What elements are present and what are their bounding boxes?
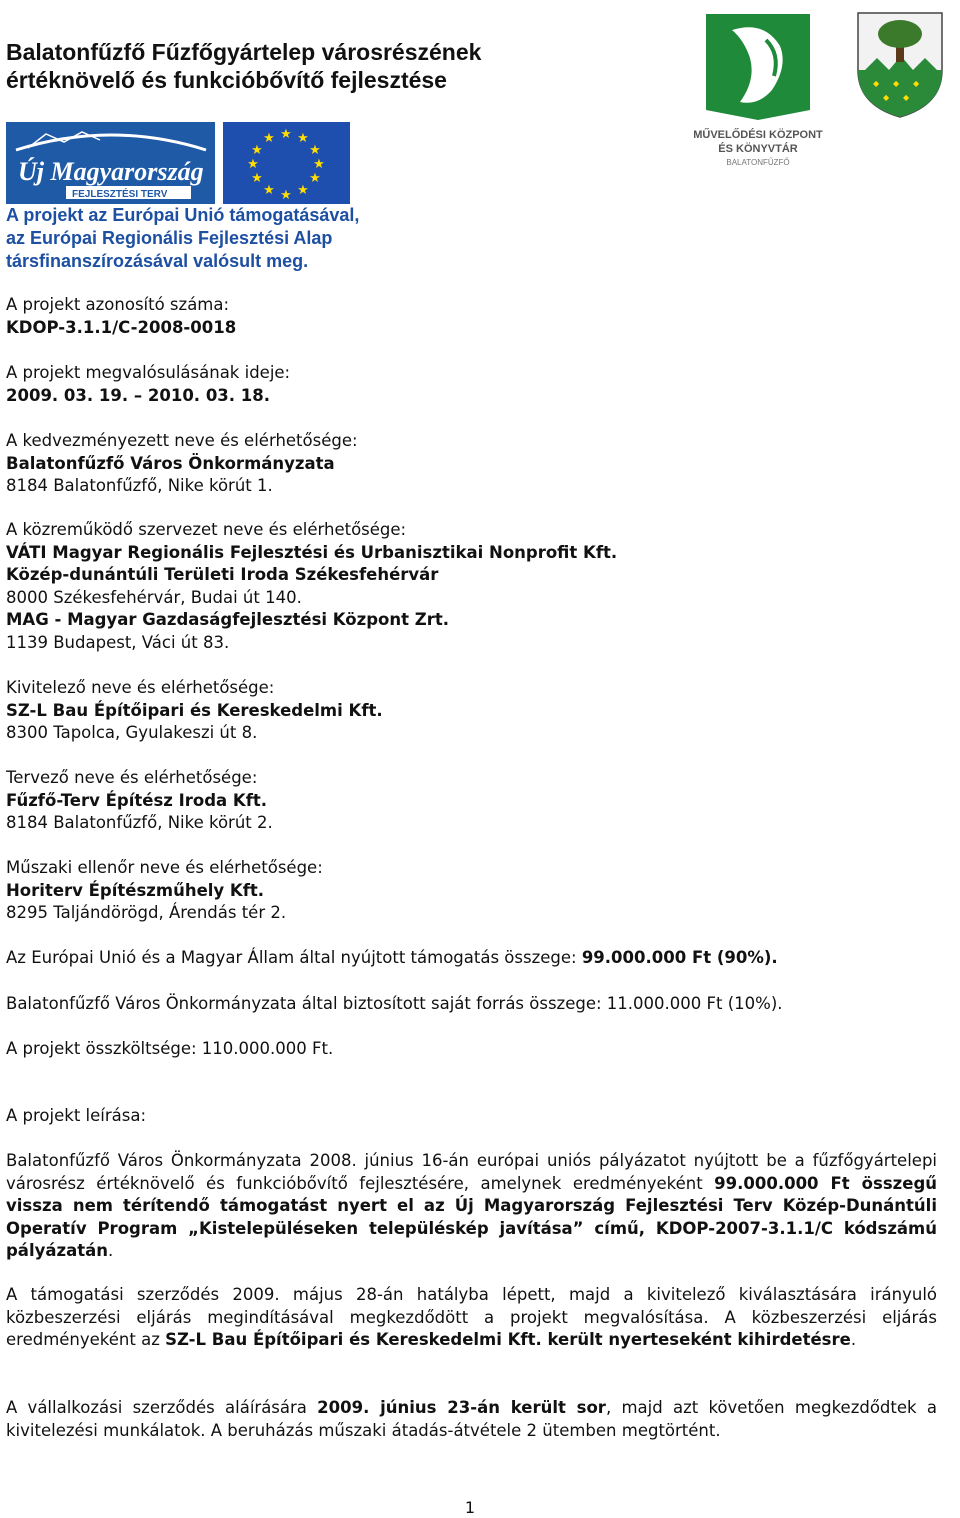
description-p3-bold: 2009. június 23-án került sor [317, 1398, 606, 1417]
description-p1-end: . [108, 1241, 114, 1260]
intermediary-name-2: Közép-dunántúli Területi Iroda Székesfehérvár [6, 565, 439, 584]
project-period-value: 2009. 03. 19. – 2010. 03. 18. [6, 385, 271, 405]
eu-funding-amount: 99.000.000 Ft (90%). [581, 948, 778, 967]
muvelodesi-kozpont-graphic [684, 10, 832, 170]
designer-address: 8184 Balatonfűzfő, Nike körút 2. [6, 813, 273, 832]
document-title [6, 38, 606, 94]
project-id-label: A projekt azonosító száma: [6, 295, 230, 314]
intermediary-address-2: 1139 Budapest, Váci út 83. [6, 632, 230, 652]
inspector-name: Horiterv Építészműhely Kft. [6, 880, 265, 900]
beneficiary-name: Balatonfűzfő Város Önkormányzata [6, 453, 335, 473]
inspector-address: 8295 Taljándörögd, Árendás tér 2. [6, 903, 287, 922]
project-period-label: A projekt megvalósulásának ideje: [6, 363, 291, 382]
svg-text:◆: ◆ [883, 93, 890, 102]
description-label: A projekt leírása: [6, 1106, 147, 1125]
beneficiary-label: A kedvezményezett neve és elérhetősége: [6, 431, 358, 450]
svg-text:★: ★ [280, 127, 292, 142]
svg-text:◆: ◆ [903, 93, 910, 102]
svg-text:★: ★ [280, 188, 292, 203]
support-line-1: A projekt az Európai Unió támogatásával, [6, 205, 360, 225]
muv-logo-line2: ÉS KÖNYVTÁR [718, 143, 798, 155]
title-line-1: Balatonfűzfő Fűzfőgyártelep városrészének [6, 39, 482, 65]
intermediary-name-3: MAG - Magyar Gazdaságfejlesztési Központ Zrt. [6, 610, 450, 629]
own-funding-line: Balatonfűzfő Város Önkormányzata által biztosított saját forrás összege: 11.000.000 Ft (10%). [6, 994, 783, 1013]
inspector-section [6, 857, 323, 925]
title-line-2: értéknövelő és funkcióbővítő fejlesztése [6, 67, 447, 93]
svg-text:★: ★ [297, 131, 309, 146]
coat-of-arms-graphic [855, 10, 945, 120]
beneficiary-address: 8184 Balatonfűzfő, Nike körút 1. [6, 476, 273, 495]
svg-text:★: ★ [309, 143, 321, 158]
description-p2-text: A támogatási szerződés 2009. május 28-án hatályba lépett, majd a kivitelező kiválasztására irányuló közbeszerzési eljárás megindításával megkezdődött a projekt megvalósítása. A közbeszerzési eljárás eredményeként az [6, 1285, 937, 1349]
svg-text:★: ★ [251, 171, 263, 186]
intermediary-label: A közreműködő szervezet neve és elérhetősége: [6, 520, 407, 539]
contractor-name: SZ-L Bau Építőipari és Kereskedelmi Kft. [6, 700, 383, 720]
muv-logo-line1: MŰVELŐDÉSI KÖZPONT [693, 129, 823, 141]
contractor-section [6, 677, 383, 745]
eu-flag-graphic [223, 122, 350, 204]
support-statement [6, 204, 359, 273]
eu-funding-line [6, 947, 778, 970]
intermediary-address-1: 8000 Székesfehérvár, Budai út 140. [6, 587, 302, 607]
umft-logo-text: Új Magyarország [18, 157, 204, 186]
support-line-2: az Európai Regionális Fejlesztési Alap [6, 228, 333, 248]
total-cost-line: A projekt összköltsége: 110.000.000 Ft. [6, 1039, 334, 1058]
description-p1-text: Balatonfűzfő Város Önkormányzata 2008. június 16-án európai uniós pályázatot nyújtott be a fűzfőgyártelepi városrész értéknövelő és funkcióbővítő fejlesztésére, amelynek eredményeként [6, 1151, 937, 1193]
svg-text:★: ★ [263, 131, 275, 146]
description-p2-end: . [850, 1330, 857, 1349]
beneficiary-section [6, 430, 358, 498]
intermediary-name-1: VÁTI Magyar Regionális Fejlesztési és Urbanisztikai Nonprofit Kft. [6, 542, 618, 562]
project-period-section [6, 362, 290, 407]
designer-section [6, 767, 273, 835]
designer-label: Tervező neve és elérhetősége: [6, 768, 258, 787]
uj-magyarorszag-logo [6, 122, 215, 204]
svg-text:★: ★ [251, 143, 263, 158]
svg-text:◆: ◆ [913, 79, 920, 88]
svg-text:★: ★ [297, 183, 309, 198]
coat-of-arms-icon [855, 10, 945, 120]
svg-text:★: ★ [263, 183, 275, 198]
intermediary-section [6, 519, 617, 654]
page-number: 1 [464, 1498, 476, 1517]
contractor-address: 8300 Tapolca, Gyulakeszi út 8. [6, 723, 258, 742]
project-id-value: KDOP-3.1.1/C-2008-0018 [6, 317, 237, 337]
svg-text:★: ★ [309, 171, 321, 186]
svg-text:★: ★ [313, 157, 325, 172]
designer-name: Fűzfő-Terv Építész Iroda Kft. [6, 790, 268, 810]
svg-text:★: ★ [247, 157, 259, 172]
svg-text:◆: ◆ [893, 79, 900, 88]
eu-flag-logo [223, 122, 350, 204]
description-p3-text: A vállalkozási szerződés aláírására [6, 1398, 318, 1417]
description-p2-bold: SZ-L Bau Építőipari és Kereskedelmi Kft. került nyerteseként kihirdetésre [165, 1330, 851, 1349]
description-paragraph-3 [6, 1397, 937, 1442]
umft-logo-subtext: FEJLESZTÉSI TERV [72, 189, 168, 200]
description-paragraph-2 [6, 1284, 937, 1352]
eu-funding-text: Az Európai Unió és a Magyar Állam által nyújtott támogatás összege: [6, 948, 582, 967]
muvelodesi-kozpont-logo [684, 10, 832, 170]
svg-text:◆: ◆ [873, 79, 880, 88]
contractor-label: Kivitelező neve és elérhetősége: [6, 678, 275, 697]
description-paragraph-1 [6, 1150, 937, 1263]
support-line-3: társfinanszírozásával valósult meg. [6, 251, 309, 271]
project-id-section [6, 294, 236, 339]
description-p1-bold: 99.000.000 Ft összegű vissza nem térítendő támogatást nyert el az Új Magyarország Fejlesztési Terv Közép-Dunántúli Operatív Program „Kistelepüléseken településkép javítása” című, KDOP-2007-3.1.1/C kódszámú pályázatán [6, 1173, 937, 1260]
description-p3-end: , majd azt követően megkezdődtek a kivitelezési munkálatok. A beruházás műszaki átadás-átvétele 2 ütemben megtörtént. [6, 1398, 937, 1440]
uj-magyarorszag-logo-graphic [6, 122, 215, 204]
inspector-label: Műszaki ellenőr neve és elérhetősége: [6, 858, 323, 877]
muv-logo-line3: BALATONFŰZFŐ [726, 158, 790, 167]
